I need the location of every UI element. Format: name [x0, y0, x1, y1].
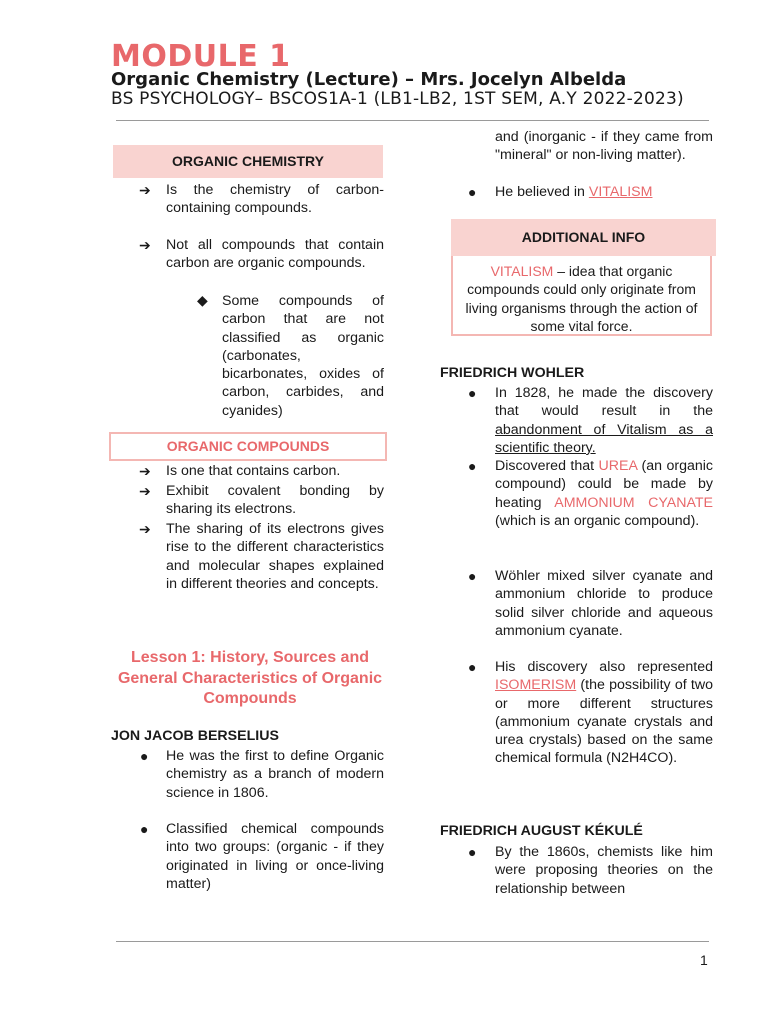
- organic-compounds-heading: ORGANIC COMPOUNDS: [109, 432, 387, 461]
- list-item: By the 1860s, chemists like him were proposing theories on the relationship between: [495, 844, 713, 897]
- footer-divider: [116, 941, 709, 942]
- bullet-icon: ●: [468, 458, 477, 474]
- list-item: Is one that contains carbon.: [166, 463, 341, 479]
- kekule-heading: FRIEDRICH AUGUST KÉKULÉ: [440, 823, 643, 839]
- arrow-icon: ➔: [139, 521, 151, 537]
- wohler-item1-text: In 1828, he made the discovery that would result in the: [495, 385, 713, 420]
- list-item: The sharing of its electrons gives rise to the different characteristics and molecular shapes explained in different theories and concepts.: [166, 521, 384, 592]
- urea-term: UREA: [598, 458, 638, 474]
- module-title: MODULE 1: [111, 39, 291, 74]
- isomerism-link[interactable]: ISOMERISM: [495, 677, 577, 694]
- wohler-heading: FRIEDRICH WOHLER: [440, 365, 585, 381]
- wohler-item4-text-b: (the possibility of two or more different structures (ammonium cyanate crystals and urea crystals) based on the same chemical formula (N2H4CO).: [495, 677, 713, 767]
- header-divider: [116, 120, 709, 121]
- diamond-icon: ◆: [197, 292, 208, 308]
- page-number: 1: [700, 952, 708, 968]
- bullet-icon: ●: [468, 659, 477, 675]
- list-item: [495, 183, 713, 201]
- arrow-icon: ➔: [139, 182, 151, 198]
- list-item: Classified chemical compounds into two groups: (organic - if they originated in living or once-living matter): [166, 821, 384, 892]
- vitalism-definition: – idea that organic compounds could only originate from living organisms through the action of some vital force.: [465, 263, 698, 334]
- list-item: [495, 457, 713, 530]
- course-subtitle: Organic Chemistry (Lecture) – Mrs. Jocelyn Albelda: [111, 69, 627, 90]
- continuation-text: and (inorganic - if they came from "mineral" or non-living matter).: [495, 129, 713, 164]
- list-item: Is the chemistry of carbon-containing compounds.: [166, 182, 384, 217]
- list-item: [495, 384, 713, 457]
- list-item: He was the first to define Organic chemistry as a branch of modern science in 1806.: [166, 748, 384, 801]
- arrow-icon: ➔: [139, 237, 151, 253]
- bullet-icon: ●: [468, 184, 477, 200]
- list-item: Not all compounds that contain carbon are organic compounds.: [166, 237, 384, 272]
- list-item: [495, 658, 713, 768]
- bullet-icon: ●: [140, 748, 149, 764]
- arrow-icon: ➔: [139, 483, 151, 499]
- arrow-icon: ➔: [139, 463, 151, 479]
- wohler-item4-text: His discovery also represented: [495, 659, 713, 675]
- list-subitem: Some compounds of carbon that are not classified as organic (carbonates, bicarbonates, oxides of carbon, carbides, and cyanides): [222, 293, 384, 419]
- bullet-icon: ●: [140, 821, 149, 837]
- bullet-icon: ●: [468, 844, 477, 860]
- list-item: Wöhler mixed silver cyanate and ammonium chloride to produce solid silver chloride and aqueous ammonium cyanate.: [495, 568, 713, 639]
- organic-chemistry-heading: ORGANIC CHEMISTRY: [113, 145, 383, 178]
- wohler-item2-text-c: (which is an organic compound).: [495, 512, 700, 529]
- vitalism-link[interactable]: VITALISM: [588, 184, 653, 200]
- vitalism-prefix: He believed in: [495, 184, 589, 200]
- bullet-icon: ●: [468, 385, 477, 401]
- vitalism-term: VITALISM: [490, 263, 554, 279]
- bullet-icon: ●: [468, 568, 477, 584]
- lesson-title: Lesson 1: History, Sources and General Characteristics of Organic Compounds: [117, 649, 383, 707]
- wohler-item2-text: Discovered that: [495, 458, 599, 474]
- wohler-item2-text-b: (an organic compound) could be made by heating: [495, 458, 714, 511]
- wohler-item1-underline: abandonment of Vitalism as a scientific theory.: [495, 421, 713, 456]
- additional-info-body: [451, 256, 712, 336]
- additional-info-heading: ADDITIONAL INFO: [451, 219, 716, 256]
- berselius-heading: JON JACOB BERSELIUS: [111, 728, 279, 744]
- list-item: Exhibit covalent bonding by sharing its electrons.: [166, 483, 384, 518]
- course-info: BS PSYCHOLOGY– BSCOS1A-1 (LB1-LB2, 1ST SEM, A.Y 2022-2023): [111, 89, 684, 109]
- ammonium-cyanate-term: AMMONIUM CYANATE: [554, 494, 713, 511]
